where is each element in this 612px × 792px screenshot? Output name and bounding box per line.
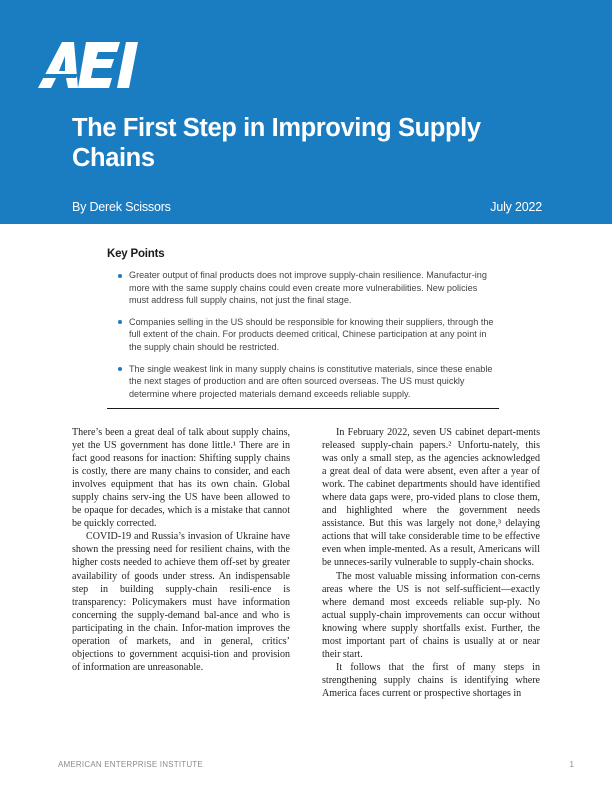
publication-date: July 2022 — [490, 200, 542, 214]
author-byline: By Derek Scissors — [72, 200, 171, 214]
key-points-section — [107, 248, 499, 409]
bullet-icon — [118, 274, 122, 278]
key-point-text: Greater output of final products does not improve supply-chain resilience. Manufactur-ing more with the same supply chains could even create more vulnerabilities. New policies must address full supply chains, not just the final stage. — [129, 270, 487, 306]
report-title: The First Step in Improving Supply Chains — [72, 114, 481, 172]
body-paragraph: It follows that the first of many steps in strengthening supply chains is identifying where America faces current or prospective shortages in — [322, 661, 540, 699]
body-column-right — [322, 426, 540, 700]
key-point-text: The single weakest link in many supply chains is constitutive materials, since these enable the next stages of production and are often sourced overseas. The US must quickly determine where projected materials demand exceeds reliable supply. — [129, 363, 493, 399]
bullet-icon — [118, 367, 122, 371]
key-points-divider — [107, 408, 499, 409]
body-paragraph: There’s been a great deal of talk about supply chains, yet the US government has done little.¹ There are in fact good reasons for inaction: Shifting supply chains is costly, there are many chains to consider, and each involves equipment that has its own chain. Global supply chains serv-ing the US have been allowed to be opaque for decades, which is a mistake that cannot be quickly corrected. — [72, 427, 290, 530]
body-paragraph: The most valuable missing information con-cerns areas where the US is not self-sufficient—exactly where demand most exceeds reliable sup-ply. No actual supply-chain improvements can occur without knowing where supply shortfalls exist. Further, the most important part of chains is usually at or near their start. — [322, 570, 540, 660]
key-point-item — [107, 363, 499, 401]
cover-header — [0, 0, 612, 224]
key-point-text: Companies selling in the US should be responsible for knowing their suppliers, through the full extent of the chain. For products deemed critical, Chinese participation at any point in the supply chain should be restricted. — [129, 316, 494, 352]
key-point-item — [107, 269, 499, 307]
key-points-list — [107, 269, 499, 400]
body-column-left — [72, 426, 290, 674]
footer-organization: AMERICAN ENTERPRISE INSTITUTE — [58, 760, 203, 769]
key-point-item — [107, 316, 499, 354]
body-paragraph: COVID-19 and Russia’s invasion of Ukraine have shown the pressing need for resilient chains, with the higher costs needed to achieve them off-set by greater availability of goods under stress. An indispensable step in building supply-chain resili-ence is transparency: Policymakers must have information concerning the supply-demand bal-ance and who is participating in the chain. Infor-mation improves the operation of markets, and in general, critics’ objections to government acquisi-tion and provision of information are unreasonable. — [72, 531, 290, 673]
key-points-heading: Key Points — [107, 248, 165, 260]
aei-logo — [38, 34, 148, 90]
bullet-icon — [118, 320, 122, 324]
body-paragraph: In February 2022, seven US cabinet depart-ments released supply-chain papers.² Unfortu-nately, this was only a small step, as the agencies acknowledged a great deal of data were absent, even after a year of work. The cabinet departments should have identified where data gaps were, pro-vided plans to close them, and highlighted where the government needs assistance. But this was largely not done,³ delaying actions that will take considerable time to be effective even when imple-mented. As a result, Americans will be unneces-sarily vulnerable to supply-chain shocks. — [322, 427, 540, 569]
page-number: 1 — [569, 760, 574, 769]
